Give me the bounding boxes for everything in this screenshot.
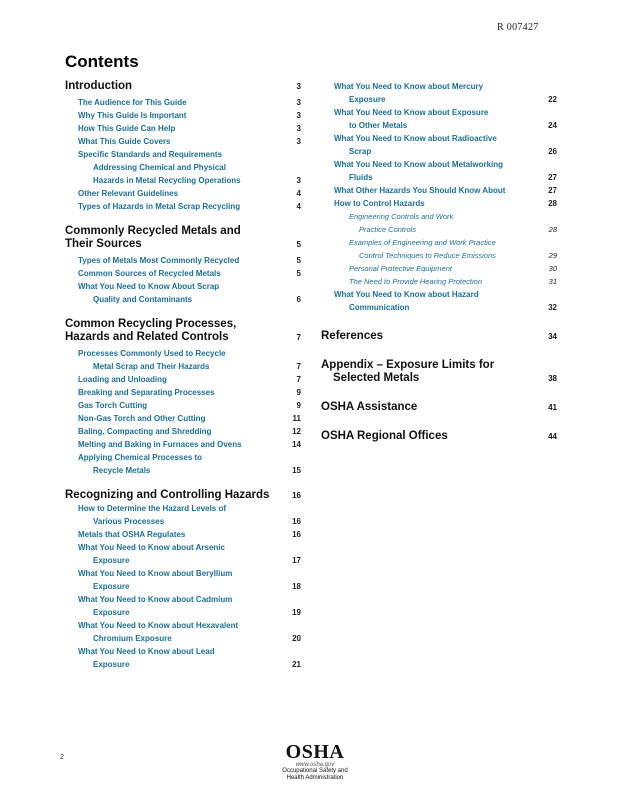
osha-logo-word: OSHA <box>285 741 345 763</box>
toc-entry-title: What You Need to Know about Lead <box>78 647 215 656</box>
toc-entry-page: 30 <box>548 264 557 273</box>
toc-entry-title: Practice Controls <box>359 225 417 234</box>
toc-entry[interactable] <box>65 187 301 200</box>
toc-entry[interactable] <box>321 223 557 236</box>
page-number: 2 <box>60 754 64 761</box>
toc-entry[interactable] <box>65 80 301 93</box>
toc-entry[interactable] <box>65 515 301 528</box>
toc-entry[interactable] <box>65 619 301 632</box>
toc-entry-page: 7 <box>296 333 301 342</box>
toc-entry[interactable] <box>65 451 301 464</box>
toc-entry-title: What You Need to Know about Hazard <box>334 290 479 299</box>
toc-entry-page: 5 <box>296 256 301 265</box>
toc-entry[interactable] <box>65 280 301 293</box>
toc-entry-title: Fluids <box>349 173 373 182</box>
toc-entry[interactable] <box>65 267 301 280</box>
toc-entry-title: Hazards in Metal Recycling Operations <box>93 176 241 185</box>
toc-entry[interactable] <box>321 262 557 275</box>
toc-entry-page: 31 <box>548 277 557 286</box>
toc-entry-title: Appendix – Exposure Limits for <box>321 359 495 371</box>
toc-entry-title: Commonly Recycled Metals and <box>65 225 241 237</box>
toc-entry-title: Baling, Compacting and Shredding <box>78 427 212 436</box>
toc-entry[interactable] <box>65 360 301 373</box>
toc-entry-title: Exposure <box>93 556 130 565</box>
document-id: R 007427 <box>497 22 539 33</box>
toc-entry-title: Why This Guide Is Important <box>78 111 187 120</box>
toc-entry-page: 27 <box>548 173 557 182</box>
osha-url: www.osha.gov <box>295 762 335 768</box>
toc-entry[interactable] <box>321 145 557 158</box>
toc-entry[interactable] <box>321 288 557 301</box>
toc-entry-title: Engineering Controls and Work <box>349 212 454 221</box>
toc-entry-title: Examples of Engineering and Work Practice <box>349 238 496 247</box>
toc-entry-page: 12 <box>292 427 301 436</box>
toc-entry[interactable] <box>65 425 301 438</box>
toc-entry-title: Exposure <box>93 582 130 591</box>
toc-entry[interactable] <box>65 412 301 425</box>
toc-entry-page: 3 <box>296 137 301 146</box>
toc-entry[interactable] <box>321 158 557 171</box>
toc-entry-title: How to Control Hazards <box>334 199 425 208</box>
toc-entry-title: Melting and Baking in Furnaces and Ovens <box>78 440 242 449</box>
toc-entry-title: Breaking and Separating Processes <box>78 388 215 397</box>
toc-entry-title: Selected Metals <box>333 372 420 384</box>
toc-entry[interactable] <box>65 386 301 399</box>
toc-entry-page: 17 <box>292 556 301 565</box>
page-title: Contents <box>65 52 139 71</box>
toc-entry[interactable] <box>65 464 301 477</box>
toc-entry-title: The Need to Provide Hearing Protection <box>349 277 482 286</box>
toc-entry[interactable] <box>65 541 301 554</box>
toc-entry[interactable] <box>321 401 557 414</box>
toc-entry-title: Exposure <box>349 95 386 104</box>
toc-entry-page: 41 <box>548 403 557 412</box>
toc-entry-title: What You Need to Know about Arsenic <box>78 543 225 552</box>
toc-entry-title: What You Need to Know about Cadmium <box>78 595 233 604</box>
toc-entry-title: Various Processes <box>93 517 165 526</box>
toc-entry[interactable] <box>65 632 301 645</box>
toc-entry[interactable] <box>65 135 301 148</box>
toc-entry-page: 20 <box>292 634 301 643</box>
toc-entry-title: Personal Protective Equipment <box>349 264 452 273</box>
toc-entry-title: Types of Metals Most Commonly Recycled <box>78 256 240 265</box>
toc-entry-title: Exposure <box>93 660 130 669</box>
toc-entry-title: The Audience for This Guide <box>78 98 187 107</box>
toc-entry-title: to Other Metals <box>349 121 408 130</box>
toc-entry-page: 38 <box>548 374 557 383</box>
toc-entry-title: What You Need to Know about Exposure <box>334 108 489 117</box>
toc-entry[interactable] <box>65 174 301 187</box>
toc-entry-page: 3 <box>296 124 301 133</box>
toc-entry-title: Common Recycling Processes, <box>65 318 237 330</box>
toc-entry[interactable] <box>65 347 301 360</box>
toc-entry-page: 22 <box>548 95 557 104</box>
toc-entry[interactable] <box>65 254 301 267</box>
toc-entry[interactable] <box>321 93 557 106</box>
toc-entry-title: References <box>321 330 384 342</box>
toc-entry[interactable] <box>65 238 301 251</box>
toc-entry-page: 32 <box>548 303 557 312</box>
toc-entry[interactable] <box>65 658 301 671</box>
toc-entry-title: Processes Commonly Used to Recycle <box>78 349 226 358</box>
toc-entry[interactable] <box>321 197 557 210</box>
toc-entry-title: Introduction <box>65 80 133 92</box>
toc-entry[interactable] <box>321 330 557 343</box>
toc-entry-title: OSHA Assistance <box>321 401 418 413</box>
osha-logo <box>270 742 360 782</box>
toc-entry-page: 5 <box>296 269 301 278</box>
toc-entry-page: 16 <box>292 530 301 539</box>
toc-entry[interactable] <box>65 489 301 502</box>
toc-entry[interactable] <box>65 645 301 658</box>
toc-entry-page: 4 <box>296 189 301 198</box>
toc-entry-title: Specific Standards and Requirements <box>78 150 223 159</box>
toc-entry[interactable] <box>65 373 301 386</box>
toc-entry[interactable] <box>321 430 557 443</box>
toc-entry[interactable] <box>65 528 301 541</box>
toc-entry-title: Hazards and Related Controls <box>65 331 229 343</box>
toc-entry[interactable] <box>65 580 301 593</box>
toc-entry[interactable] <box>65 399 301 412</box>
toc-entry[interactable] <box>65 554 301 567</box>
toc-entry-title: How to Determine the Hazard Levels of <box>78 504 227 513</box>
toc-entry[interactable] <box>65 567 301 580</box>
toc-entry-page: 14 <box>292 440 301 449</box>
toc-entry-page: 3 <box>296 176 301 185</box>
toc-entry-page: 26 <box>548 147 557 156</box>
toc-entry[interactable] <box>65 96 301 109</box>
osha-org-line2: Health Administration <box>286 775 344 781</box>
toc-entry-title: Metal Scrap and Their Hazards <box>93 362 210 371</box>
toc-entry-title: Other Relevant Guidelines <box>78 189 179 198</box>
toc-entry-title: Recognizing and Controlling Hazards <box>65 489 270 501</box>
toc-entry[interactable] <box>321 119 557 132</box>
toc-entry[interactable] <box>321 359 557 372</box>
toc-entry-title: Exposure <box>93 608 130 617</box>
toc-entry-page: 28 <box>548 225 557 234</box>
toc-entry-page: 7 <box>296 362 301 371</box>
toc-entry-title: Loading and Unloading <box>78 375 167 384</box>
toc-entry-page: 21 <box>292 660 301 669</box>
toc-entry-title: Quality and Contaminants <box>93 295 193 304</box>
toc-entry[interactable] <box>65 606 301 619</box>
toc-entry-title: What Other Hazards You Should Know About <box>334 186 506 195</box>
toc-entry[interactable] <box>65 200 301 213</box>
toc-entry-page: 4 <box>296 202 301 211</box>
osha-org-line1: Occupational Safety and <box>282 768 348 774</box>
toc-entry[interactable] <box>65 593 301 606</box>
toc-left-column <box>65 80 301 671</box>
toc-entry-page: 11 <box>292 414 301 423</box>
toc-entry-page: 29 <box>548 251 557 260</box>
toc-entry[interactable] <box>65 148 301 161</box>
toc-entry-title: Chromium Exposure <box>93 634 172 643</box>
toc-entry-page: 5 <box>296 240 301 249</box>
toc-entry-page: 18 <box>292 582 301 591</box>
toc-entry-title: Recycle Metals <box>93 466 151 475</box>
toc-entry[interactable] <box>65 331 301 344</box>
toc-entry-page: 16 <box>292 491 301 500</box>
toc-entry-title: Addressing Chemical and Physical <box>93 163 226 172</box>
toc-entry-page: 16 <box>292 517 301 526</box>
toc-entry-title: What You Need to Know about Metalworking <box>334 160 504 169</box>
toc-entry[interactable] <box>65 161 301 174</box>
toc-entry[interactable] <box>321 275 557 288</box>
toc-entry[interactable] <box>65 293 301 306</box>
toc-entry[interactable] <box>65 502 301 515</box>
toc-entry[interactable] <box>65 109 301 122</box>
toc-entry-title: What You Need to Know about Mercury <box>334 82 484 91</box>
toc-entry[interactable] <box>321 301 557 314</box>
toc-entry-title: Their Sources <box>65 238 142 250</box>
toc-entry-title: How This Guide Can Help <box>78 124 176 133</box>
toc-entry-title: What You Need to Know about Radioactive <box>334 134 497 143</box>
toc-entry[interactable] <box>321 106 557 119</box>
toc-entry[interactable] <box>65 438 301 451</box>
toc-entry-page: 24 <box>548 121 557 130</box>
toc-right-column <box>321 80 557 443</box>
toc-entry-page: 28 <box>548 199 557 208</box>
toc-entry-title: What You Need to Know about Beryllium <box>78 569 233 578</box>
toc-entry-page: 9 <box>296 388 301 397</box>
toc-entry-page: 3 <box>296 82 301 91</box>
toc-entry-page: 6 <box>296 295 301 304</box>
toc-entry-title: Types of Hazards in Metal Scrap Recycling <box>78 202 241 211</box>
toc-entry[interactable] <box>321 132 557 145</box>
toc-entry[interactable] <box>321 80 557 93</box>
toc-entry[interactable] <box>321 372 557 385</box>
toc-entry[interactable] <box>321 210 557 223</box>
toc-entry[interactable] <box>321 236 557 249</box>
toc-entry[interactable] <box>321 184 557 197</box>
toc-entry-title: OSHA Regional Offices <box>321 430 448 442</box>
toc-entry-title: Gas Torch Cutting <box>78 401 148 410</box>
toc-entry-title: Metals that OSHA Regulates <box>78 530 186 539</box>
toc-entry-page: 34 <box>548 332 557 341</box>
toc-entry-title: Common Sources of Recycled Metals <box>78 269 221 278</box>
toc-entry-title: What You Need to Know About Scrap <box>78 282 220 291</box>
toc-entry-title: Communication <box>349 303 410 312</box>
toc-entry-title: Non-Gas Torch and Other Cutting <box>78 414 206 423</box>
toc-entry[interactable] <box>65 318 301 331</box>
toc-entry-page: 7 <box>296 375 301 384</box>
toc-entry-page: 3 <box>296 111 301 120</box>
toc-entry-page: 27 <box>548 186 557 195</box>
toc-entry-title: Control Techniques to Reduce Emissions <box>359 251 496 260</box>
toc-entry-title: Scrap <box>349 147 372 156</box>
toc-entry[interactable] <box>321 171 557 184</box>
toc-entry-title: What You Need to Know about Hexavalent <box>78 621 239 630</box>
toc-entry-title: Applying Chemical Processes to <box>78 453 203 462</box>
toc-entry-page: 44 <box>548 432 557 441</box>
toc-entry[interactable] <box>65 122 301 135</box>
toc-entry-page: 15 <box>292 466 301 475</box>
toc-entry[interactable] <box>65 225 301 238</box>
toc-entry-title: What This Guide Covers <box>78 137 171 146</box>
toc-entry-page: 19 <box>292 608 301 617</box>
toc-entry-page: 9 <box>296 401 301 410</box>
toc-entry-page: 3 <box>296 98 301 107</box>
toc-entry[interactable] <box>321 249 557 262</box>
